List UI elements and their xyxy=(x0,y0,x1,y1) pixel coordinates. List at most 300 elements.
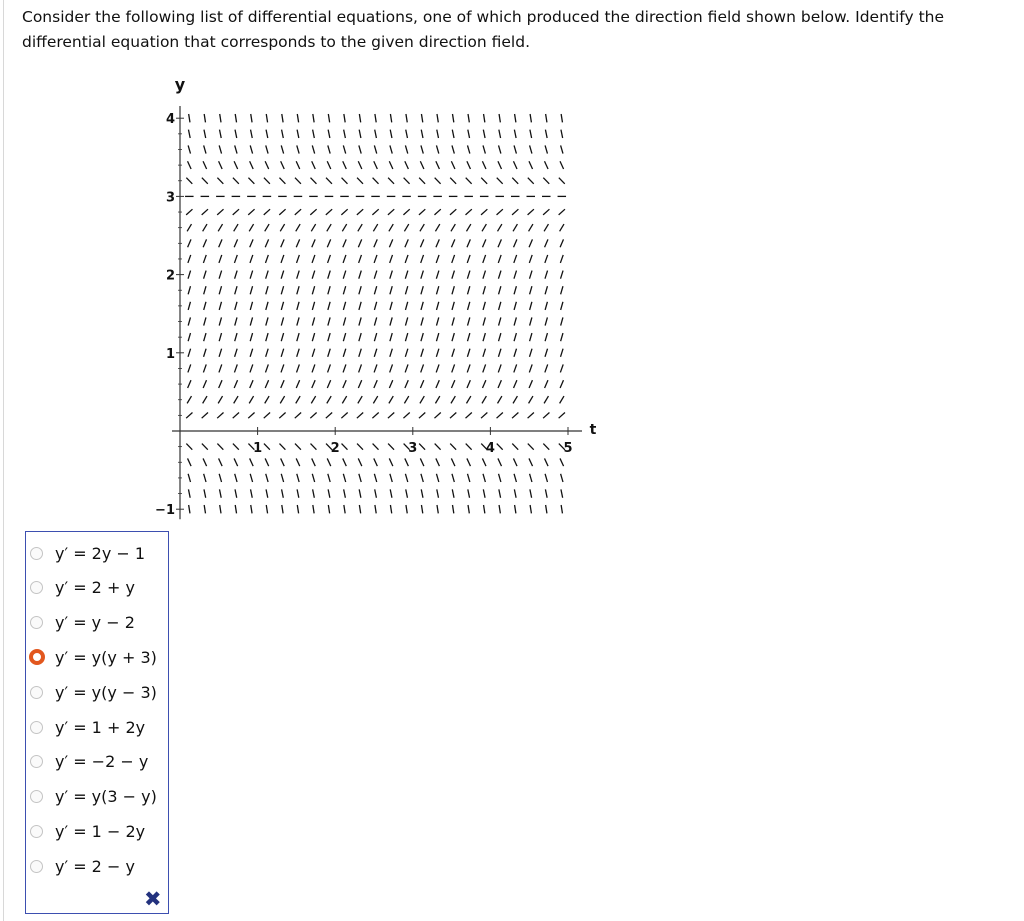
slope-segment xyxy=(295,209,301,215)
slope-segment xyxy=(497,444,503,450)
slope-segment xyxy=(530,114,531,122)
slope-segment xyxy=(375,130,377,138)
slope-segment xyxy=(264,178,270,184)
slope-segment xyxy=(467,349,470,357)
slope-segment xyxy=(279,178,285,184)
slope-segment xyxy=(529,458,533,466)
page-left-border xyxy=(3,0,4,921)
slope-segment xyxy=(437,114,438,122)
slope-segment xyxy=(545,380,548,388)
slope-segment xyxy=(312,349,315,357)
answer-option[interactable] xyxy=(30,714,165,740)
slope-segment xyxy=(266,333,268,341)
slope-segment xyxy=(374,317,376,325)
slope-segment xyxy=(499,302,501,310)
slope-segment xyxy=(374,239,377,247)
slope-segment xyxy=(560,161,564,169)
slope-segment xyxy=(359,286,361,294)
slope-segment xyxy=(234,239,237,247)
slope-segment xyxy=(545,239,548,247)
slope-segment xyxy=(560,239,563,247)
slope-segment xyxy=(281,286,283,294)
slope-segment xyxy=(482,458,486,466)
slope-segment xyxy=(405,349,408,357)
slope-segment xyxy=(513,161,517,169)
slope-segment xyxy=(560,380,563,388)
slope-segment xyxy=(204,505,205,513)
slope-segment xyxy=(543,178,549,184)
slope-segment xyxy=(343,239,346,247)
slope-segment xyxy=(498,380,501,388)
direction-field-plot xyxy=(150,68,620,528)
slope-segment xyxy=(342,178,348,184)
slope-segment xyxy=(219,349,222,357)
slope-segment xyxy=(561,114,562,122)
slope-segment xyxy=(312,255,315,263)
slope-segment xyxy=(514,302,516,310)
slope-segment xyxy=(250,458,254,466)
slope-segment xyxy=(545,458,549,466)
slope-segment xyxy=(250,349,253,357)
slope-segment xyxy=(561,333,563,341)
slope-segment xyxy=(560,255,563,263)
slope-segment xyxy=(467,286,469,294)
slope-segment xyxy=(189,505,190,513)
slope-segment xyxy=(515,114,516,122)
slope-segment xyxy=(297,145,299,153)
slope-segment xyxy=(203,255,206,263)
slope-segment xyxy=(265,458,269,466)
slope-segment xyxy=(561,349,564,357)
slope-segment xyxy=(343,317,345,325)
slope-segment xyxy=(452,130,454,138)
answer-option[interactable] xyxy=(30,784,165,810)
slope-segment xyxy=(545,286,547,294)
slope-segment xyxy=(559,413,565,419)
slope-segment xyxy=(514,271,517,279)
y-tick-label: 2 xyxy=(165,268,175,284)
slope-segment xyxy=(451,396,455,403)
slope-segment xyxy=(326,413,332,419)
slope-segment xyxy=(530,474,532,482)
slope-segment xyxy=(265,239,268,247)
slope-segment xyxy=(545,130,547,138)
slope-segment xyxy=(529,349,532,357)
slope-segment xyxy=(313,489,315,497)
slope-segment xyxy=(421,271,424,279)
slope-segment xyxy=(266,317,268,325)
slope-segment xyxy=(437,130,439,138)
slope-segment xyxy=(468,114,469,122)
slope-segment xyxy=(436,474,438,482)
slope-segment xyxy=(390,114,391,122)
answer-option-label: y′ = y(y + 3) xyxy=(55,647,157,667)
slope-segment xyxy=(235,317,237,325)
slope-segment xyxy=(204,333,206,341)
slope-segment xyxy=(312,474,314,482)
slope-segment xyxy=(421,130,423,138)
slope-segment xyxy=(359,255,362,263)
slope-segment xyxy=(421,317,423,325)
slope-segment xyxy=(374,333,376,341)
slope-segment xyxy=(343,161,347,169)
slope-segment xyxy=(328,333,330,341)
slope-segment xyxy=(234,380,237,388)
slope-segment xyxy=(250,317,252,325)
slope-segment xyxy=(219,380,222,388)
slope-segment xyxy=(390,130,392,138)
slope-segment xyxy=(217,413,223,419)
slope-segment xyxy=(390,145,392,153)
answer-option[interactable] xyxy=(30,818,165,844)
slope-segment xyxy=(482,396,486,403)
answer-option[interactable] xyxy=(30,540,165,566)
slope-segment xyxy=(312,333,314,341)
slope-segment xyxy=(343,271,346,279)
slope-segment xyxy=(453,505,454,513)
slope-segment xyxy=(498,396,502,403)
slope-segment xyxy=(297,333,299,341)
slope-segment xyxy=(499,474,501,482)
slope-segment xyxy=(297,474,299,482)
slope-segment xyxy=(358,161,362,169)
slope-segment xyxy=(514,364,517,372)
slope-segment xyxy=(297,130,299,138)
slope-segment xyxy=(450,178,456,184)
slope-segment xyxy=(467,364,470,372)
slope-segment xyxy=(390,349,393,357)
answer-option-label: y′ = y − 2 xyxy=(55,613,135,633)
slope-segment xyxy=(358,239,361,247)
slope-segment xyxy=(514,474,516,482)
t-tick-label: 4 xyxy=(485,441,495,456)
slope-segment xyxy=(499,505,500,513)
slope-segment xyxy=(390,364,393,372)
answer-option[interactable] xyxy=(30,853,165,879)
slope-segment xyxy=(436,145,438,153)
slope-segment xyxy=(297,302,299,310)
radio-button[interactable] xyxy=(30,721,43,734)
slope-segment xyxy=(420,161,424,169)
slope-segment xyxy=(220,489,222,497)
slope-segment xyxy=(436,333,438,341)
slope-segment xyxy=(235,271,238,279)
slope-segment xyxy=(434,209,440,215)
slope-segment xyxy=(545,255,548,263)
slope-segment xyxy=(235,114,236,122)
slope-segment xyxy=(405,302,407,310)
answer-option[interactable] xyxy=(30,610,165,636)
slope-segment xyxy=(436,239,439,247)
slope-segment xyxy=(512,178,518,184)
slope-segment xyxy=(204,130,206,138)
slope-segment xyxy=(468,489,470,497)
slope-segment xyxy=(328,474,330,482)
slope-segment xyxy=(248,178,254,184)
slope-segment xyxy=(328,364,331,372)
slope-segment xyxy=(452,317,454,325)
slope-segment xyxy=(404,224,408,231)
slope-segment xyxy=(218,224,222,231)
radio-button[interactable] xyxy=(30,790,43,803)
slope-segment xyxy=(453,114,454,122)
slope-segment xyxy=(419,413,425,419)
slope-segment xyxy=(484,505,485,513)
axis-labels xyxy=(155,75,597,518)
slope-segment xyxy=(219,286,221,294)
slope-segment xyxy=(188,302,190,310)
radio-button[interactable] xyxy=(30,825,43,838)
slope-segment xyxy=(388,178,394,184)
slope-segment xyxy=(296,396,300,403)
radio-button[interactable] xyxy=(30,860,43,873)
slope-segment xyxy=(250,239,253,247)
slope-segment xyxy=(251,130,253,138)
slope-segment xyxy=(545,161,549,169)
slope-segment xyxy=(281,302,283,310)
slope-segment xyxy=(390,317,392,325)
slope-segment xyxy=(359,333,361,341)
slope-segment xyxy=(235,474,237,482)
slope-segment xyxy=(543,413,549,419)
slope-segment xyxy=(344,114,345,122)
slope-segment xyxy=(313,505,314,513)
slope-segment xyxy=(405,271,408,279)
slope-segment xyxy=(561,474,563,482)
slope-segment xyxy=(297,114,298,122)
slope-segment xyxy=(467,255,470,263)
slope-segment xyxy=(358,396,362,403)
slope-segment xyxy=(281,239,284,247)
slope-segment xyxy=(515,505,516,513)
slope-segment xyxy=(467,271,470,279)
answer-option-label: y′ = 1 − 2y xyxy=(55,821,146,841)
slope-segment xyxy=(203,458,207,466)
slope-segment xyxy=(405,286,407,294)
slope-segment xyxy=(235,302,237,310)
slope-segment xyxy=(265,396,269,403)
slope-segment xyxy=(481,413,487,419)
slope-segment xyxy=(188,458,192,466)
slope-segment xyxy=(390,505,391,513)
slope-segment xyxy=(297,489,299,497)
slope-segment xyxy=(220,505,221,513)
slope-segment xyxy=(468,505,469,513)
slope-segment xyxy=(297,286,299,294)
slope-segment xyxy=(202,178,208,184)
slope-segment xyxy=(204,349,207,357)
slope-segment xyxy=(421,333,423,341)
slope-segment xyxy=(483,145,485,153)
slope-segment xyxy=(512,209,518,215)
slope-segment xyxy=(374,271,377,279)
slope-segment xyxy=(312,161,316,169)
slope-segment xyxy=(483,239,486,247)
answer-option[interactable] xyxy=(30,575,165,601)
slope-segment xyxy=(374,364,377,372)
slope-segment xyxy=(466,444,472,450)
slope-segment xyxy=(234,458,238,466)
slope-segment xyxy=(467,458,471,466)
answer-option-label: y′ = 2 − y xyxy=(55,856,135,876)
slope-segment xyxy=(219,271,222,279)
slope-segment xyxy=(266,114,267,122)
slope-segment xyxy=(405,317,407,325)
slope-segment xyxy=(404,178,410,184)
slope-segment xyxy=(295,413,301,419)
slope-segment xyxy=(482,161,486,169)
slope-segment xyxy=(421,255,424,263)
slope-segment xyxy=(530,286,532,294)
slope-segment xyxy=(327,458,331,466)
slope-segment xyxy=(219,255,222,263)
slope-segment xyxy=(483,333,485,341)
slope-segment xyxy=(498,349,501,357)
slope-segment xyxy=(436,302,438,310)
slope-segment xyxy=(343,286,345,294)
slope-segment xyxy=(374,380,377,388)
slope-segment xyxy=(327,380,330,388)
slope-segment xyxy=(499,130,501,138)
slope-segment xyxy=(405,239,408,247)
slope-segment xyxy=(312,364,315,372)
slope-segment xyxy=(497,209,503,215)
slope-segment xyxy=(342,396,346,403)
slope-segment xyxy=(281,380,284,388)
slope-segment xyxy=(545,489,547,497)
t-axis-label: t xyxy=(589,422,597,438)
slope-segment xyxy=(328,145,330,153)
slope-segment xyxy=(373,178,379,184)
slope-segment xyxy=(404,396,408,403)
answer-option-label: y′ = 2y − 1 xyxy=(55,543,146,563)
radio-button[interactable] xyxy=(30,686,43,699)
slope-segment xyxy=(421,489,423,497)
slope-segment xyxy=(406,130,408,138)
slope-segment xyxy=(403,209,409,215)
slope-segment xyxy=(188,489,190,497)
slope-segment xyxy=(188,380,191,388)
slope-segment xyxy=(342,444,348,450)
slope-segment xyxy=(235,130,237,138)
radio-button[interactable] xyxy=(30,581,43,594)
answer-option-label: y′ = 1 + 2y xyxy=(55,717,146,737)
slope-segment xyxy=(265,255,268,263)
slope-segment xyxy=(529,364,532,372)
slope-segment xyxy=(467,380,470,388)
slope-segment xyxy=(204,114,205,122)
slope-segment xyxy=(451,380,454,388)
slope-segment xyxy=(266,271,269,279)
slope-segment xyxy=(373,396,377,403)
slope-segment xyxy=(188,255,191,263)
slope-segment xyxy=(296,458,300,466)
slope-segment xyxy=(281,271,284,279)
slope-segment xyxy=(328,114,329,122)
slope-segment xyxy=(390,333,392,341)
slope-segment xyxy=(344,130,346,138)
slope-segment xyxy=(452,255,455,263)
slope-segment xyxy=(514,349,517,357)
radio-button[interactable] xyxy=(30,547,43,560)
slope-segment xyxy=(436,380,439,388)
slope-segment xyxy=(312,317,314,325)
slope-segment xyxy=(452,286,454,294)
slope-segment xyxy=(513,224,517,231)
slope-segment xyxy=(250,161,254,169)
slope-segment xyxy=(419,209,425,215)
slope-segment xyxy=(545,145,547,153)
slope-segment xyxy=(405,364,408,372)
slope-segment xyxy=(528,444,534,450)
slope-segment xyxy=(498,255,501,263)
slope-segment xyxy=(561,130,563,138)
slope-segment xyxy=(436,349,439,357)
slope-segment xyxy=(543,209,549,215)
slope-segment xyxy=(343,474,345,482)
slope-segment xyxy=(390,271,393,279)
slope-segment xyxy=(358,458,362,466)
slope-segment xyxy=(297,255,300,263)
slope-segment xyxy=(282,130,284,138)
slope-segment xyxy=(328,130,330,138)
slope-segment xyxy=(466,413,472,419)
slope-segment xyxy=(436,161,440,169)
slope-segment xyxy=(419,444,425,450)
slope-segment xyxy=(405,161,409,169)
answer-option[interactable] xyxy=(30,749,165,775)
slope-segment xyxy=(436,286,438,294)
slope-segment xyxy=(372,413,378,419)
slope-segment xyxy=(498,458,502,466)
answer-option[interactable] xyxy=(30,679,165,705)
slope-segment xyxy=(389,458,393,466)
slope-segment xyxy=(561,505,562,513)
slope-segment xyxy=(328,505,329,513)
slope-segment xyxy=(217,209,223,215)
slope-segment xyxy=(359,364,362,372)
slope-segment xyxy=(374,255,377,263)
slope-segment xyxy=(467,239,470,247)
slope-segment xyxy=(266,474,268,482)
slope-segment xyxy=(250,333,252,341)
slope-segment xyxy=(434,413,440,419)
slope-segment xyxy=(219,364,222,372)
slope-segment xyxy=(545,302,547,310)
radio-button[interactable] xyxy=(30,755,43,768)
slope-segment xyxy=(561,302,563,310)
slope-segment xyxy=(282,114,283,122)
slope-segment xyxy=(372,209,378,215)
slope-segment xyxy=(467,145,469,153)
radio-button-selected[interactable] xyxy=(29,649,45,665)
slope-segment xyxy=(483,286,485,294)
slope-segment xyxy=(264,413,270,419)
slope-segment xyxy=(389,239,392,247)
slope-segment xyxy=(498,161,502,169)
slope-segment xyxy=(311,178,317,184)
slope-segment xyxy=(248,209,254,215)
answer-option[interactable] xyxy=(30,644,165,670)
slope-segment xyxy=(405,474,407,482)
slope-segment xyxy=(452,349,455,357)
slope-segment xyxy=(421,302,423,310)
radio-button[interactable] xyxy=(30,616,43,629)
slope-segment xyxy=(390,302,392,310)
slope-segment xyxy=(204,286,206,294)
slope-segment xyxy=(388,413,394,419)
slope-segment xyxy=(266,489,268,497)
